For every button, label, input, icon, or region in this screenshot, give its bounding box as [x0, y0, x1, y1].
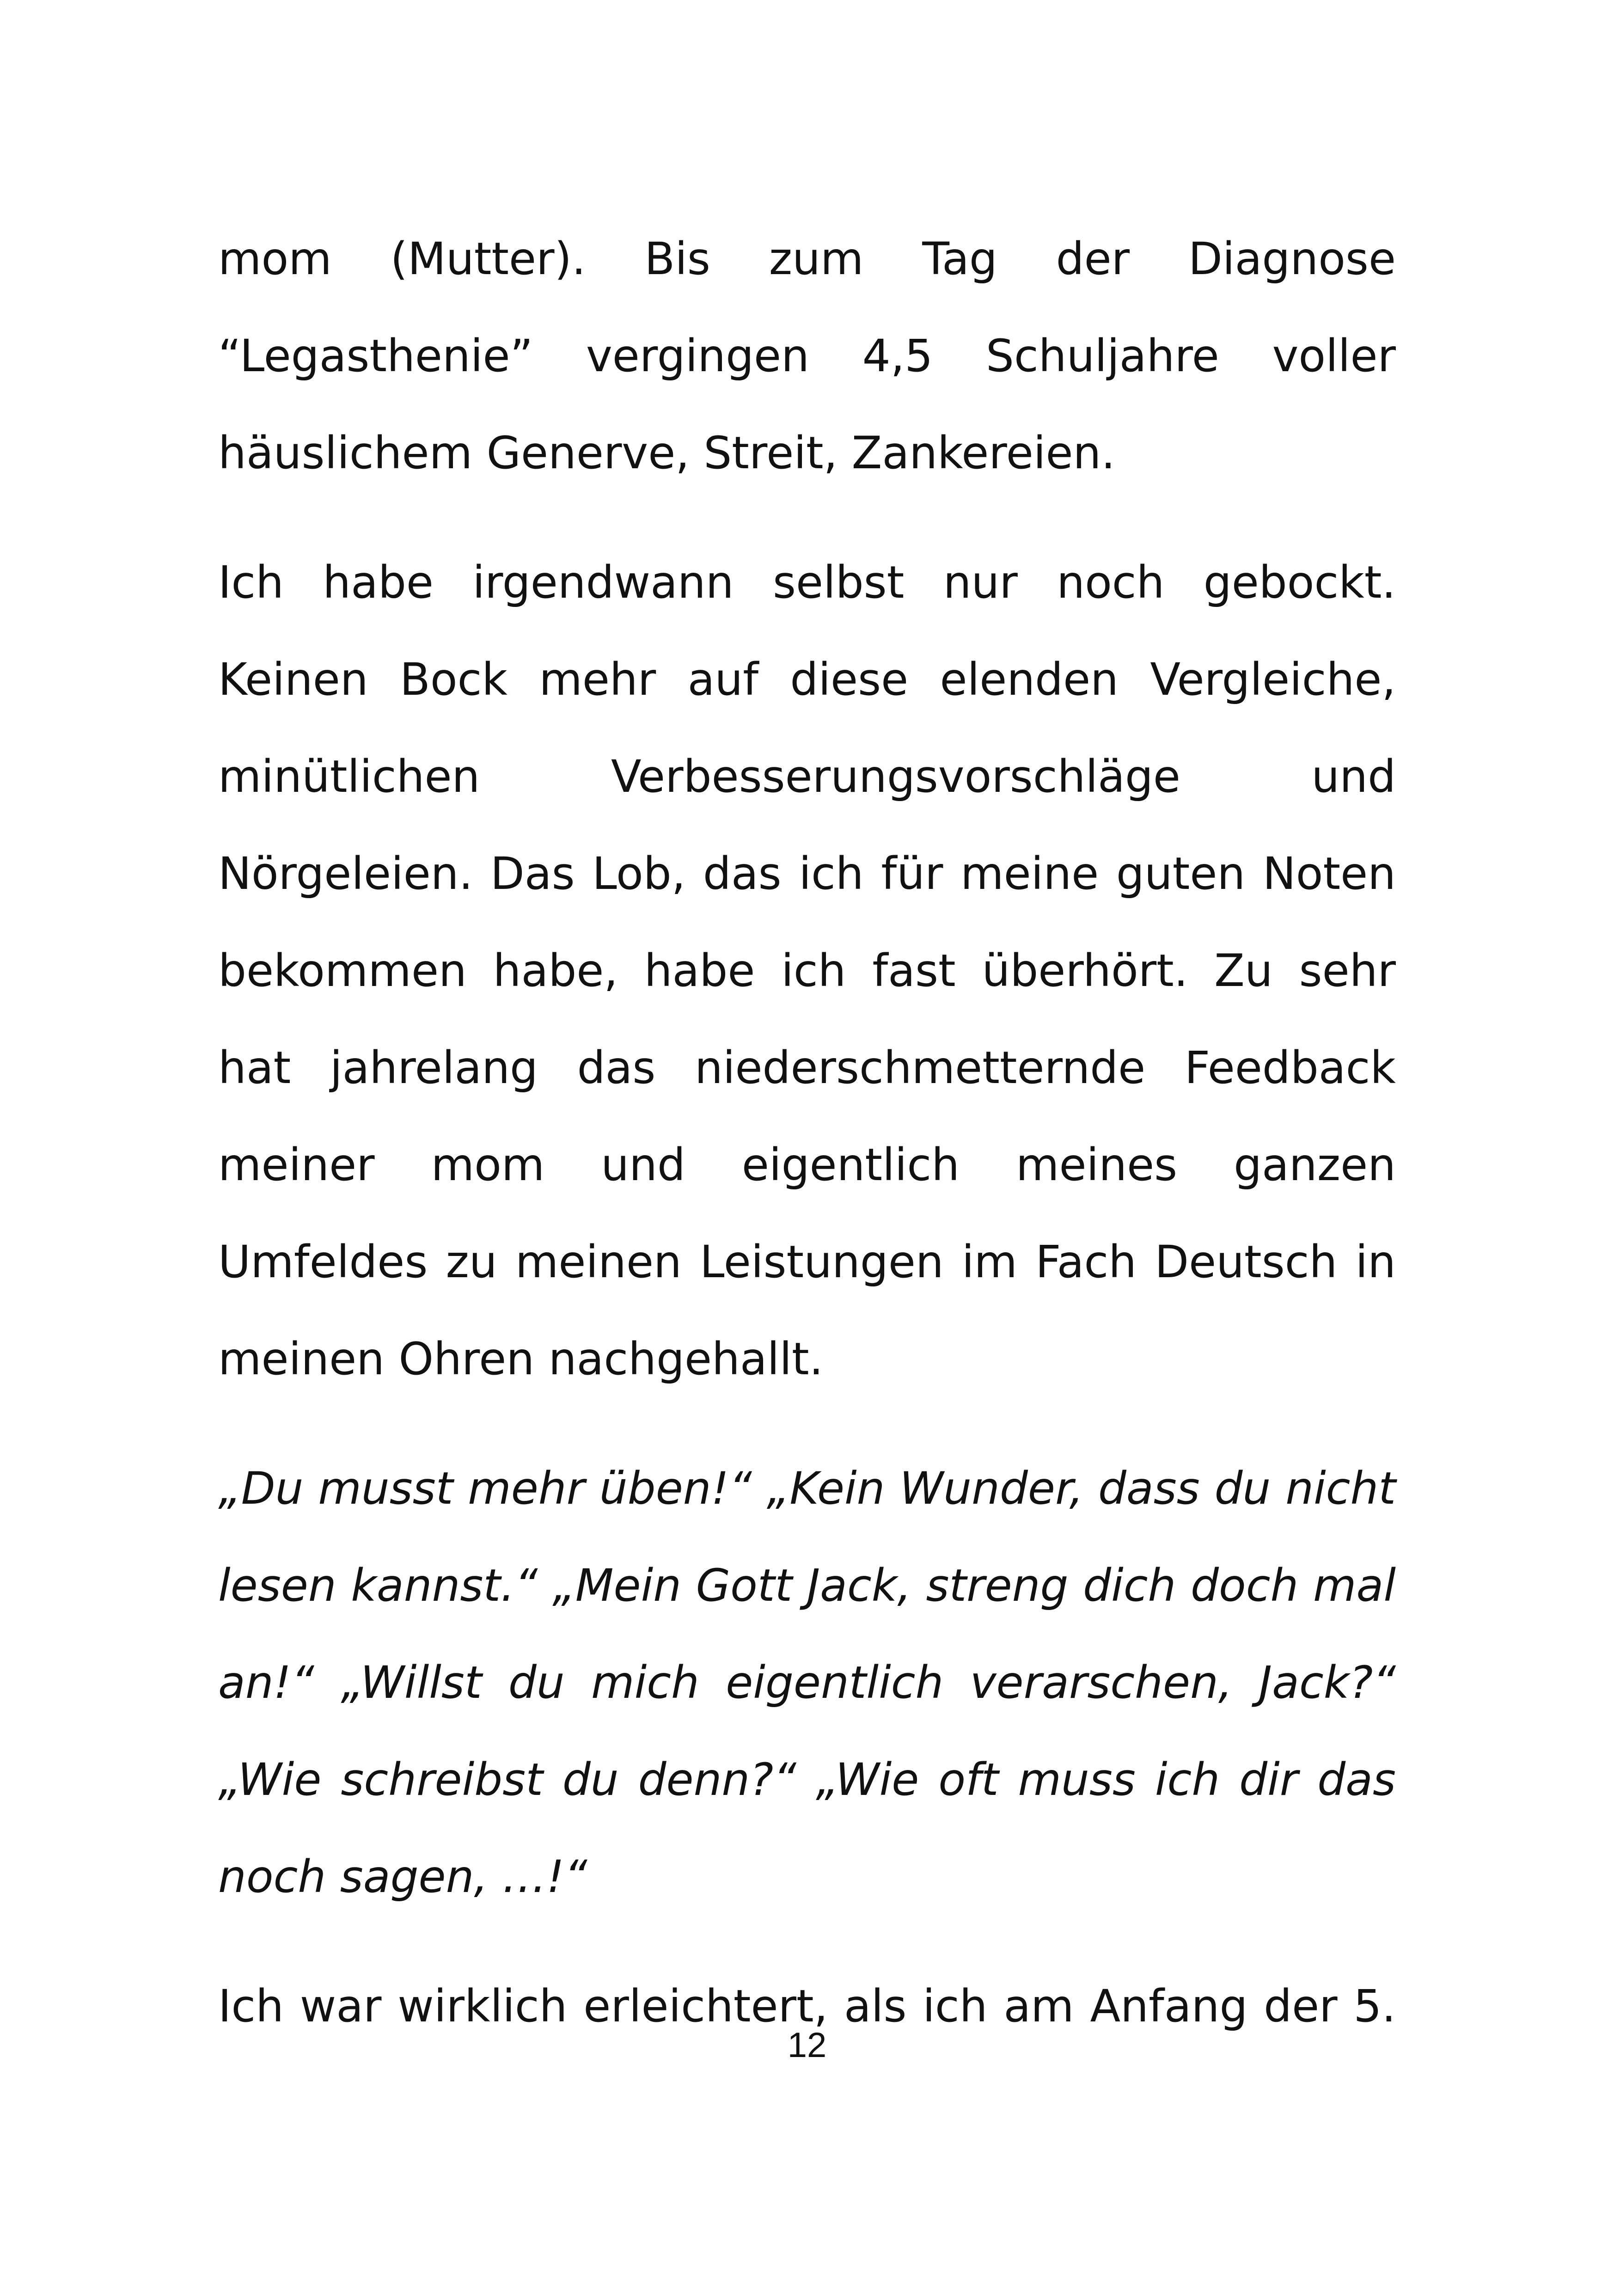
body-text [218, 210, 1396, 2087]
page-number: 12 [787, 2026, 827, 2065]
paragraph-frustration: Ich habe irgendwann selbst nur noch gebockt. Keinen Bock mehr auf diese elenden Vergleiche, minütlichen Verbesserungsvorschläge und Nörgeleien. Das Lob, das ich für meine guten Noten bekommen habe, habe ich fast überhört. Zu sehr hat jahrelang das niederschmetternde Feedback meiner mom und eigentlich meines ganzen Umfeldes zu meinen Leistungen im Fach Deutsch in meinen Ohren nachgehallt. [218, 557, 1396, 1385]
paragraph-diagnosis: mom (Mutter). Bis zum Tag der Diagnose “Legasthenie” vergingen 4,5 Schuljahre voller häuslichem Generve, Streit, Zankereien. [218, 233, 1396, 479]
paragraph-relief: Ich war wirklich erleichtert, als ich am Anfang der 5. [218, 1980, 1396, 2032]
paragraph-quotes: „Du musst mehr üben!“ „Kein Wunder, dass du nicht lesen kannst.“ „Mein Gott Jack, streng dich doch mal an!“ „Willst du mich eigentlich verarschen, Jack?“ „Wie schreibst du denn?“ „Wie oft muss ich dir das noch sagen, …!“ [218, 1463, 1396, 1903]
